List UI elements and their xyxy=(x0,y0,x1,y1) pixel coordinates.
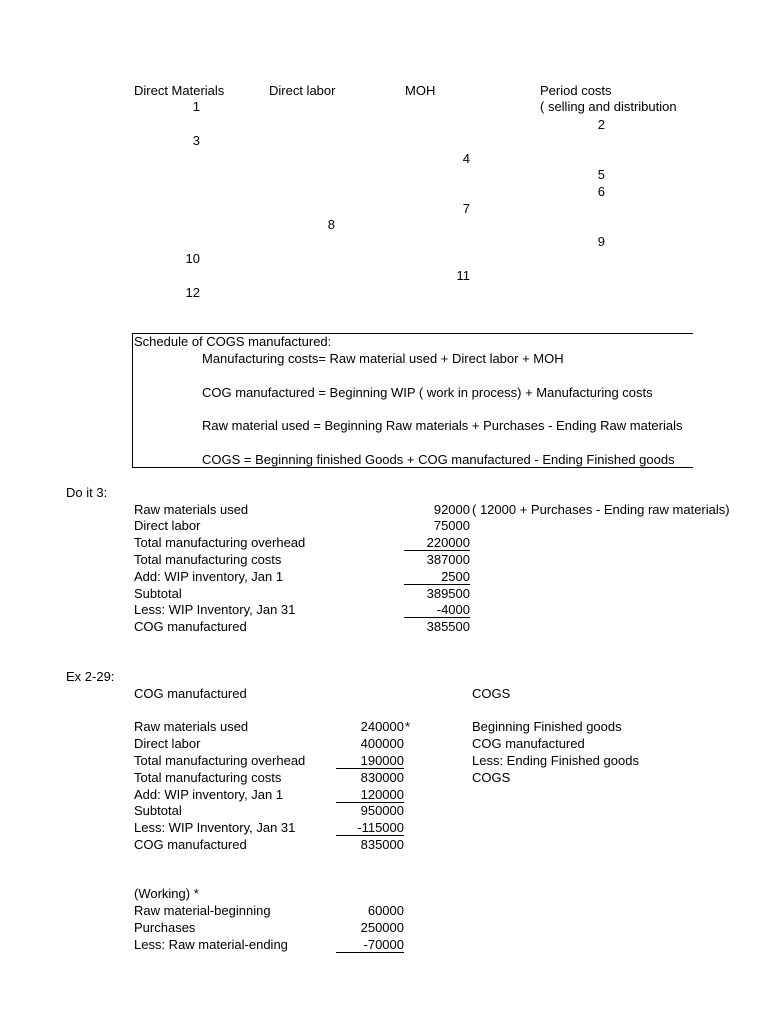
row-label: Raw materials used xyxy=(134,502,249,517)
dm-number: 12 xyxy=(185,285,200,300)
row-value: 389500 xyxy=(426,586,470,601)
row-label: Total manufacturing costs xyxy=(134,552,282,567)
row-label: Subtotal xyxy=(134,803,182,818)
row-value: 190000 xyxy=(336,753,404,769)
row-value: 387000 xyxy=(426,552,470,567)
header-direct-materials: Direct Materials xyxy=(134,83,225,98)
row-label: COG manufactured xyxy=(134,837,247,852)
row-label: Total manufacturing overhead xyxy=(134,535,306,550)
row-label: Direct labor xyxy=(134,736,201,751)
row-label: Direct labor xyxy=(134,518,201,533)
row-value: 220000 xyxy=(404,535,470,551)
row-value: 950000 xyxy=(360,803,404,818)
period-number: 5 xyxy=(597,167,605,182)
row-value: 830000 xyxy=(360,770,404,785)
period-costs-subheader: ( selling and distribution xyxy=(540,99,677,114)
row-value: 60000 xyxy=(367,903,404,918)
row-label: Less: WIP Inventory, Jan 31 xyxy=(134,602,296,617)
schedule-line: COG manufactured = Beginning WIP ( work in process) + Manufacturing costs xyxy=(202,385,653,400)
header-period-costs: Period costs xyxy=(540,83,612,98)
working-title: (Working) * xyxy=(134,886,199,901)
row-note: ( 12000 + Purchases - Ending raw materials) xyxy=(472,502,730,517)
period-number: 9 xyxy=(597,234,605,249)
row-label: Purchases xyxy=(134,920,196,935)
period-number: 2 xyxy=(597,117,605,132)
cogs-title: COGS xyxy=(472,686,511,701)
row-value: -70000 xyxy=(336,937,404,953)
moh-number: 4 xyxy=(462,151,470,166)
dm-number: 1 xyxy=(192,99,200,114)
cogs-row-label: COG manufactured xyxy=(472,736,585,751)
row-label: Add: WIP inventory, Jan 1 xyxy=(134,569,284,584)
schedule-line: COGS = Beginning finished Goods + COG manufactured - Ending Finished goods xyxy=(202,452,675,467)
row-label: COG manufactured xyxy=(134,619,247,634)
header-direct-labor: Direct labor xyxy=(269,83,336,98)
row-value: 400000 xyxy=(360,736,404,751)
dm-number: 10 xyxy=(185,251,200,266)
schedule-line: Raw material used = Beginning Raw materials + Purchases - Ending Raw materials xyxy=(202,418,683,433)
row-label: Add: WIP inventory, Jan 1 xyxy=(134,787,284,802)
cogs-row-label: COGS xyxy=(472,770,511,785)
moh-number: 11 xyxy=(456,268,470,283)
row-label: Less: Raw material-ending xyxy=(134,937,288,952)
row-value: 250000 xyxy=(360,920,404,935)
row-value: -115000 xyxy=(336,820,404,836)
schedule-title: Schedule of COGS manufactured: xyxy=(134,334,332,349)
row-label: Subtotal xyxy=(134,586,182,601)
row-value: 92000 xyxy=(433,502,470,517)
row-label: Less: WIP Inventory, Jan 31 xyxy=(134,820,296,835)
row-label: Raw materials used xyxy=(134,719,249,734)
row-label: Total manufacturing costs xyxy=(134,770,282,785)
cogs-row-label: Beginning Finished goods xyxy=(472,719,622,734)
schedule-line: Manufacturing costs= Raw material used + Direct labor + MOH xyxy=(202,351,564,366)
dl-number: 8 xyxy=(327,217,335,232)
row-value: 385500 xyxy=(426,619,470,634)
period-number: 6 xyxy=(597,184,605,199)
row-label: Total manufacturing overhead xyxy=(134,753,306,768)
ex-2-29-label: Ex 2-29: xyxy=(66,669,115,684)
header-moh: MOH xyxy=(405,83,436,98)
do-it-3-label: Do it 3: xyxy=(66,485,108,500)
cogs-row-label: Less: Ending Finished goods xyxy=(472,753,639,768)
row-value: 75000 xyxy=(433,518,470,533)
moh-number: 7 xyxy=(462,201,470,216)
row-value: 835000 xyxy=(360,837,404,852)
cogm-title: COG manufactured xyxy=(134,686,247,701)
dm-number: 3 xyxy=(192,133,200,148)
row-value: 2500 xyxy=(404,569,470,585)
row-label: Raw material-beginning xyxy=(134,903,271,918)
row-value: 240000 xyxy=(360,719,404,734)
row-value: -4000 xyxy=(404,602,470,618)
asterisk-marker: * xyxy=(405,719,411,734)
row-value: 120000 xyxy=(336,787,404,803)
